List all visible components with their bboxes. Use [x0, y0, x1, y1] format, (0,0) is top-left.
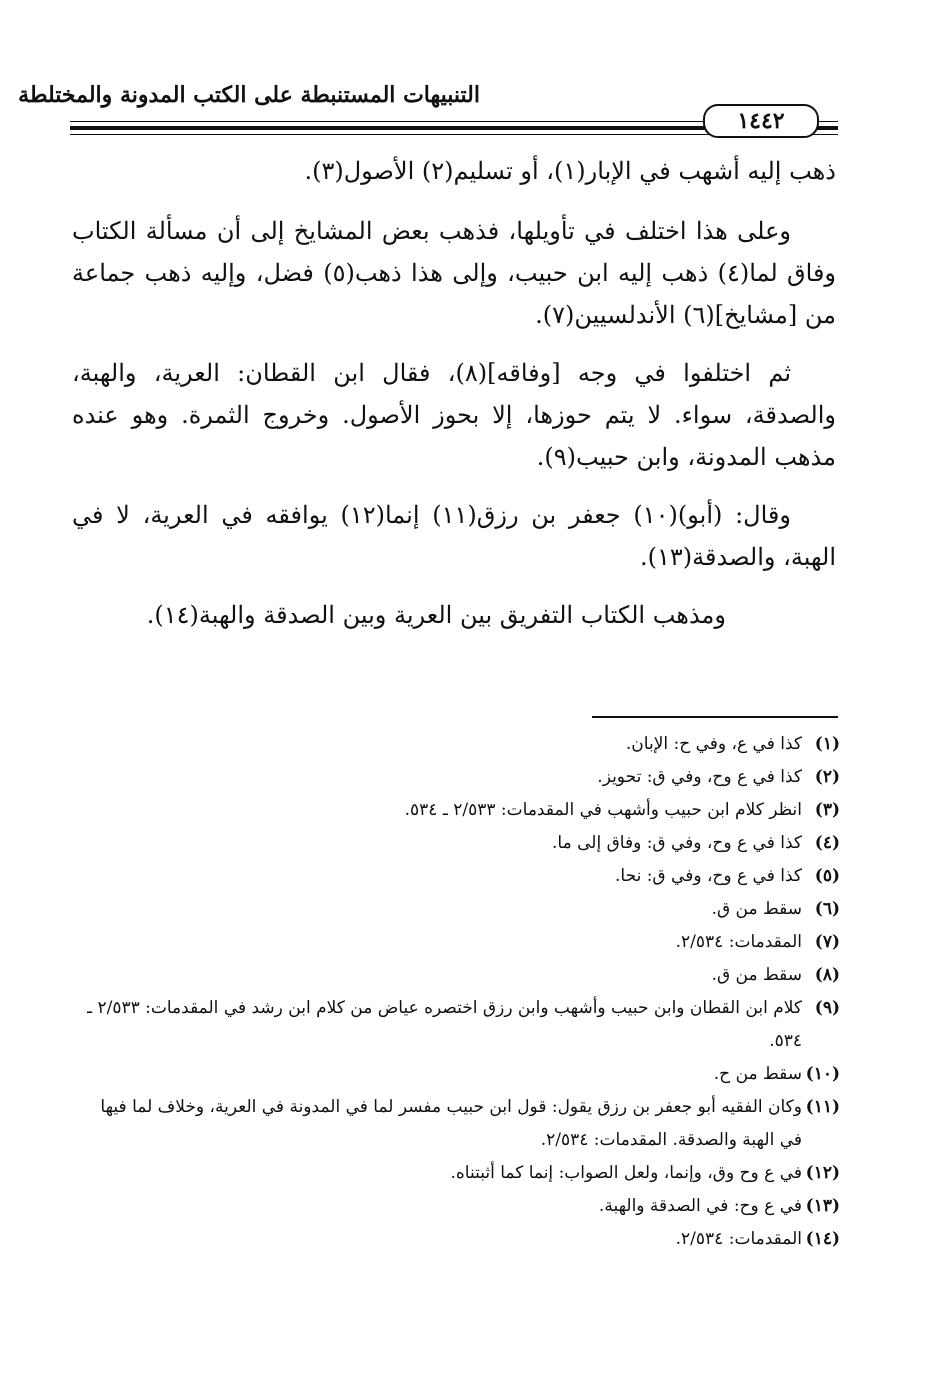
footnote-number: (١) — [814, 734, 840, 754]
footnote-text: كذا في ع وح، وفي ق: تحويز. — [597, 767, 802, 787]
footnote-text: المقدمات: ٢/٥٣٤. — [675, 932, 802, 952]
paragraph: وقال: (أبو)(١٠) جعفر بن رزق(١١) إنما(١٢) يوافقه في العرية، لا في الهبة، والصدقة(١٣). — [72, 501, 836, 571]
footnote — [80, 1091, 840, 1157]
footnote-number: (٥) — [814, 866, 840, 886]
footnote-separator — [592, 716, 838, 718]
footnote-text: كذا في ع وح، وفي ق: نحا. — [615, 866, 802, 886]
footnote-text: في ع وح: في الصدقة والهبة. — [598, 1196, 802, 1216]
running-header-title: التنبيهات المستنبطة على الكتب المدونة والمختلطة — [18, 82, 480, 108]
footnote — [80, 1223, 840, 1256]
footnote — [80, 992, 840, 1058]
footnote-text: وكان الفقيه أبو جعفر بن رزق يقول: قول ابن حبيب مفسر لما في المدونة في العرية، وخلاف لما فيها في الهبة والصدقة. المقدمات: ٢/٥٣٤. — [100, 1097, 802, 1150]
paragraph: ثم اختلفوا في وجه [وفاقه](٨)، فقال ابن القطان: العرية، والهبة، والصدقة، سواء. لا يتم حوزها، إلا بحوز الأصول. وخروج الثمرة. وهو عنده مذهب المدونة، وابن حبيب(٩). — [72, 359, 836, 471]
footnote-number: (١١) — [805, 1097, 840, 1117]
footnote-number: (١٣) — [805, 1196, 840, 1216]
footnote-number: (١٢) — [805, 1163, 840, 1183]
footnote-text: كلام ابن القطان وابن حبيب وأشهب وابن رزق اختصره عياض من كلام ابن رشد في المقدمات: ٢/٥٣٣ ـ ٥٣٤. — [87, 998, 802, 1051]
footnote — [80, 761, 840, 794]
paragraph: وعلى هذا اختلف في تأويلها، فذهب بعض المشايخ إلى أن مسألة الكتاب وفاق لما(٤) ذهب إليه ابن حبيب، وإلى هذا ذهب(٥) فضل، وإليه ذهب جماعة من [مشايخ](٦) الأندلسيين(٧). — [72, 217, 837, 329]
footnote-number: (٨) — [814, 965, 840, 985]
footnote-number: (٦) — [814, 899, 840, 919]
footnote — [80, 893, 840, 926]
footnote-text: المقدمات: ٢/٥٣٤. — [675, 1229, 802, 1249]
footnote-number: (٩) — [814, 998, 840, 1018]
footnote — [80, 728, 840, 761]
paragraph: ذهب إليه أشهب في الإبار(١)، أو تسليم(٢) الأصول(٣). — [304, 157, 836, 185]
footnote-text: انظر كلام ابن حبيب وأشهب في المقدمات: ٢/٥٣٣ ـ ٥٣٤. — [404, 800, 802, 820]
paragraph: ومذهب الكتاب التفريق بين العرية وبين الصدقة والهبة(١٤). — [146, 601, 726, 629]
footnote-text: سقط من ح. — [713, 1064, 802, 1084]
footnotes-list — [80, 728, 840, 1256]
footnote-number: (٧) — [814, 932, 840, 952]
footnote-text: سقط من ق. — [711, 899, 802, 919]
footnote-text: سقط من ق. — [711, 965, 802, 985]
footnote — [80, 1190, 840, 1223]
footnote-text: في ع وح وق، وإنما، ولعل الصواب: إنما كما أثبتناه. — [450, 1163, 802, 1183]
footnote — [80, 827, 840, 860]
footnote-number: (٢) — [814, 767, 840, 787]
footnote-number: (٤) — [814, 833, 840, 853]
footnote-number: (١٤) — [805, 1229, 840, 1249]
main-text — [72, 150, 836, 636]
footnote-number: (٣) — [814, 800, 840, 820]
footnote-text: كذا في ع، وفي ح: الإبان. — [625, 734, 802, 754]
footnote — [80, 959, 840, 992]
footnote-text: كذا في ع وح، وفي ق: وفاق إلى ما. — [552, 833, 802, 853]
footnote — [80, 1157, 840, 1190]
footnote — [80, 926, 840, 959]
footnote — [80, 794, 840, 827]
footnote-number: (١٠) — [805, 1064, 840, 1084]
footnote — [80, 1058, 840, 1091]
footnote — [80, 860, 840, 893]
page-number-badge: ١٤٤٢ — [703, 104, 819, 138]
